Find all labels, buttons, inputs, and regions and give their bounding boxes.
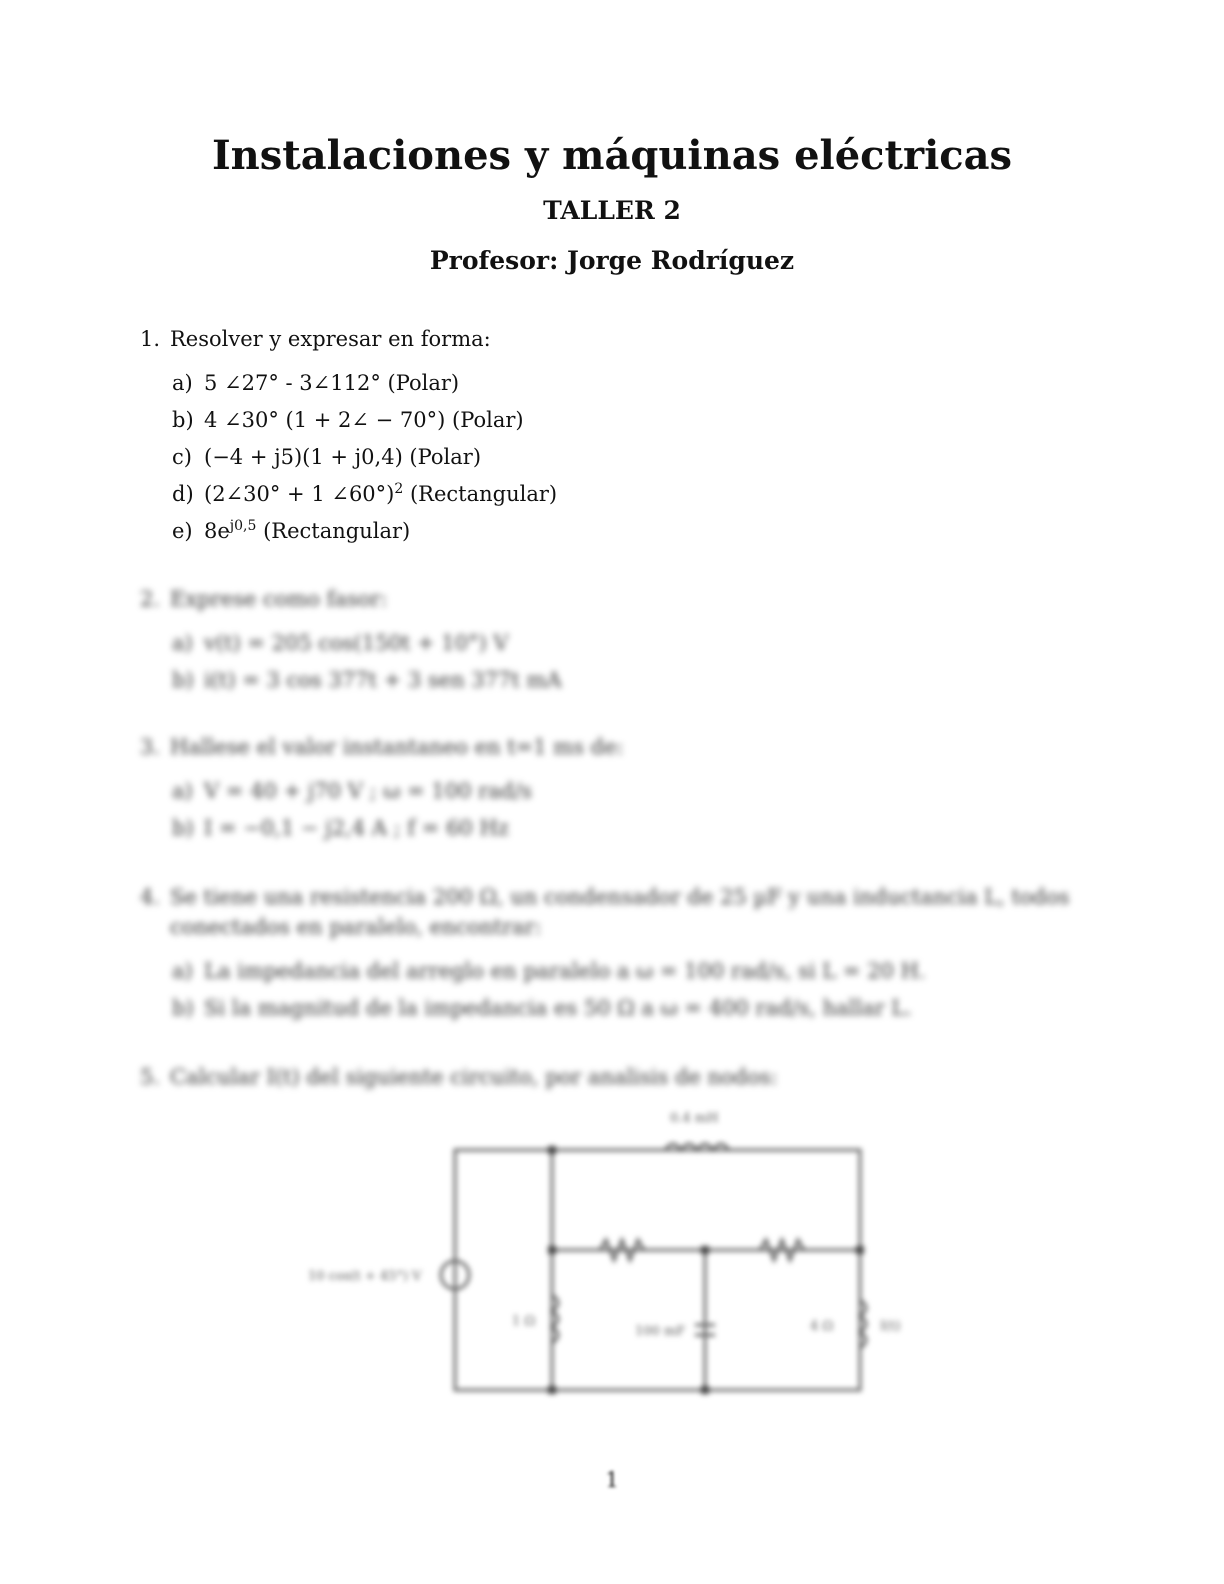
problem-number: 5. [140, 1065, 161, 1089]
problem-statement: Resolver y expresar en forma: [170, 327, 491, 351]
problem-statement: Calcular I(t) del siguiente circuito, por analisis de nodos: [170, 1065, 778, 1089]
label-source: 10 cos(t + 45°) V [308, 1269, 422, 1284]
problem-statement: Hallese el valor instantaneo en t=1 ms de: [170, 735, 624, 759]
list-item: c) (−4 + j5)(1 + j0,4) (Polar) [172, 445, 482, 469]
list-item: d) (2∠30° + 1 ∠60°)$^2$ (Rectangular) [172, 481, 558, 506]
label-current: I(t) [880, 1319, 901, 1334]
list-item: a) V = 40 + j70 V ; ω = 100 rad/s [172, 779, 532, 803]
node [856, 1246, 864, 1254]
problem-1 [140, 324, 1080, 553]
problem-statement: Exprese como fasor: [170, 587, 388, 611]
wire-outer [455, 1150, 860, 1390]
list-item: b) 4 ∠30° (1 + 2∠ − 70°) (Polar) [172, 408, 524, 432]
label-mid-cap: 100 mF [635, 1324, 686, 1339]
problem-3 [140, 732, 1080, 850]
list-item: b) Si la magnitud de la impedancia es 50 Ω a ω = 400 rad/s, hallar L. [172, 996, 912, 1020]
label-right-res: 4 Ω [810, 1319, 834, 1334]
document-title: Instalaciones y máquinas eléctricas [211, 132, 1013, 179]
node [701, 1386, 709, 1394]
problem-number: 3. [140, 735, 161, 759]
problem-statement: Se tiene una resistencia 200 Ω, un condensador de 25 µF y una inductancia L, todos conectados en paralelo, encontrar: [170, 885, 1070, 939]
problem-5 [140, 1062, 1080, 1092]
page-number: 1 [605, 1468, 619, 1492]
list-item: b) I = −0,1 − j2,4 A ; f = 60 Hz [172, 816, 509, 840]
list-item: a) 5 ∠27° - 3∠112° (Polar) [172, 371, 460, 395]
label-left-res: 1 Ω [512, 1314, 536, 1329]
label-top: 0.4 mH [670, 1111, 719, 1126]
list-item: a) v(t) = 205 cos(150t + 10°) V [172, 631, 509, 655]
list-item: a) La impedancia del arreglo en paralelo a ω = 100 rad/s, si L = 20 H. [172, 959, 926, 983]
node [701, 1246, 709, 1254]
node [548, 1146, 556, 1154]
list-item: e) $8e^{j0,5}$ (Rectangular) [172, 518, 411, 543]
problem-4 [140, 882, 1080, 1030]
list-item: b) i(t) = 3 cos 377t + 3 sen 377t mA [172, 668, 562, 692]
document-author: Profesor: Jorge Rodríguez [429, 246, 795, 275]
problem-number: 4. [140, 885, 161, 909]
document-subtitle: TALLER 2 [543, 196, 681, 225]
problem-number: 2. [140, 587, 161, 611]
problem-number: 1. [140, 327, 161, 351]
circuit-diagram [290, 1100, 930, 1410]
problem-2 [140, 584, 1080, 702]
node [548, 1386, 556, 1394]
node [548, 1246, 556, 1254]
